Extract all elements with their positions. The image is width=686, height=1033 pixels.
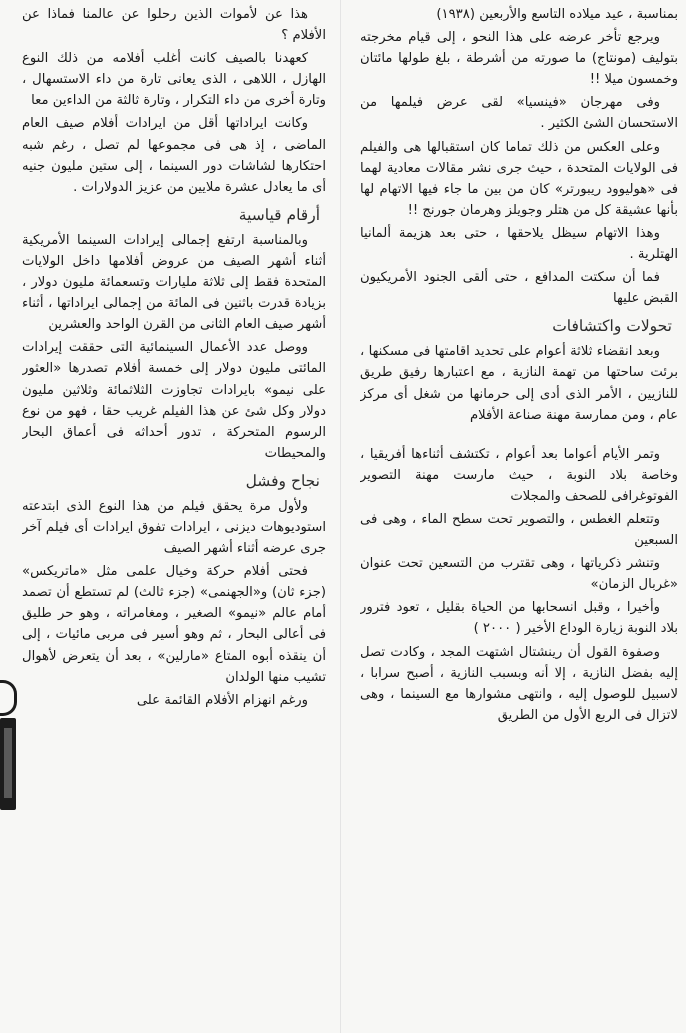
section-heading: أرقام قياسية: [238, 205, 320, 224]
paragraph: وتنشر ذكرياتها ، وهى تقترب من التسعين تحت عنوان «غربال الزمان»: [360, 556, 678, 593]
paragraph: هذا عن لأموات الذين رحلوا عن عالمنا فماذا عن الأفلام ؟: [22, 7, 326, 44]
column-divider: [340, 0, 341, 1033]
paragraph: وعلى العكس من ذلك تماما كان استقبالها هى والفيلم فى الولايات المتحدة ، حيث جرى نشر مقالات معادية لهما فى «هوليوود ريبورتر» كان من بين ما جاء فيها الاتهام لها بأنها عشيقة كل من هتلر وجويلز وهرمان جورنج !!: [360, 139, 678, 218]
paragraph: وكانت ايراداتها أقل من ايرادات أفلام صيف العام الماضى ، إذ هى فى مجموعها لم تصل ، رغم شبه احتكارها لشاشات دور السينما ، إلى ستين مليون جنيه أى ما يعادل عشرة ملايين من عزيز الدولارات .: [22, 116, 326, 195]
page-edge-bracket: [0, 680, 17, 716]
paragraph: وهذا الاتهام سيظل يلاحقها ، حتى بعد هزيمة ألمانيا الهتلرية .: [360, 225, 678, 263]
paragraph: وتمر الأيام أعواما بعد أعوام ، تكتشف أثناءها أفريقيا ، وخاصة بلاد النوبة ، حيث مارست مهنة التصوير الفوتوغرافى للصحف والمجلات: [360, 446, 678, 504]
paragraph: ويرجع تأخر عرضه على هذا النحو ، إلى قيام مخرجته بتوليف (مونتاج) ما صورته من أشرطة ، بلغ طولها مائتان وخمسون ميلا !!: [360, 30, 678, 88]
paragraph: وبالمناسبة ارتفع إجمالى إيرادات السينما الأمريكية أثناء أشهر الصيف من عروض أفلامها داخل الولايات المتحدة فقط إلى ثلاثة مليارات وتسعمائة مليون دولار ، بزيادة قدرت باثنين فى المائة من إجمالى ايراداتها ، أثناء أشهر صيف العام الثانى من القرن الواحد والعشرين: [22, 232, 326, 333]
paragraph: بمناسبة ، عيد ميلاده التاسع والأربعين (١٩٣٨): [436, 7, 678, 22]
paragraph: كعهدنا بالصيف كانت أغلب أفلامه من ذلك النوع الهازل ، اللاهى ، الذى يعانى تارة من داء الاستسهال ، وتارة أخرى من داء التكرار ، وتارة ثالثة من الداءين معا: [22, 51, 326, 109]
paragraph: وأخيرا ، وقبل انسحابها من الحياة بقليل ، تعود فترور بلاد النوبة زيارة الوداع الأخير ( ٢٠٠٠ ): [360, 600, 678, 637]
paragraph: فحتى أفلام حركة وخيال علمى مثل «ماتريكس» (جزء ثان) و«الجهنمى» (جزء ثالث) لم تستطع أن تصمد أمام عالم «نيمو» الصغير ، ومغامراته ، وهو حر طليق فى أعالى البحار ، ثم وهو أسير فى مربى مائيات ، إلى أن ينقذه أبوه المتاع «مارلين» ، بعد أن يتعرض لأهوال تشيب منها الولدان: [22, 564, 326, 685]
paragraph: وتتعلم الغطس ، والتصوير تحت سطح الماء ، وهى فى السبعين: [360, 511, 678, 549]
paragraph: وصفوة القول أن رينشتال اشتهت المجد ، وكادت تصل إليه بفضل النازية ، إلا أنه وبسبب النازية ، أصبح سرابا ، لاسبيل للوصول إليه ، وانتهى مشوارها مع السينما ، وهى لاتزال فى الربع الأول من الطريق: [360, 644, 678, 723]
page-edge-marker: [0, 718, 16, 810]
paragraph: وبعد انقضاء ثلاثة أعوام على تحديد اقامتها فى مسكنها ، برئت ساحتها من تهمة النازية ، مع اعتبارها رفيق طريق للنازيين ، الأمر الذى أدى إلى حرمانها من شغل أى مركز عام ، ومن ممارسة مهنة صناعة الأفلام: [360, 344, 678, 423]
left-column: [22, 4, 326, 1028]
right-column: [360, 4, 678, 1028]
paragraph: وفى مهرجان «فينسيا» لقى عرض فيلمها من الاستحسان الشئ الكثير .: [360, 95, 678, 132]
paragraph: ووصل عدد الأعمال السينمائية التى حققت إيرادات المائتى مليون دولار إلى خمسة أفلام تصدرها «العثور على نيمو» بايرادات تجاوزت الثلاثمائة وثلاثين مليون دولار وكل شئ عن هذا الفيلم غريب حقا ، فهو من نوع الرسوم المتحركة ، تدور أحداثه فى أعماق البحار والمحيطات: [22, 340, 326, 461]
paragraph: ولأول مرة يحقق فيلم من هذا النوع الذى ابتدعته استوديوهات ديزنى ، ايرادات تفوق ايرادات أى فيلم آخر جرى عرضه أثناء أشهر الصيف: [22, 498, 326, 557]
section-heading: تحولات واكتشافات: [552, 317, 672, 336]
section-heading: نجاح وفشل: [245, 471, 320, 490]
paragraph: ورغم انهزام الأفلام القائمة على: [136, 692, 308, 708]
paragraph: فما أن سكتت المدافع ، حتى ألقى الجنود الأمريكيون القبض عليها: [360, 270, 678, 307]
